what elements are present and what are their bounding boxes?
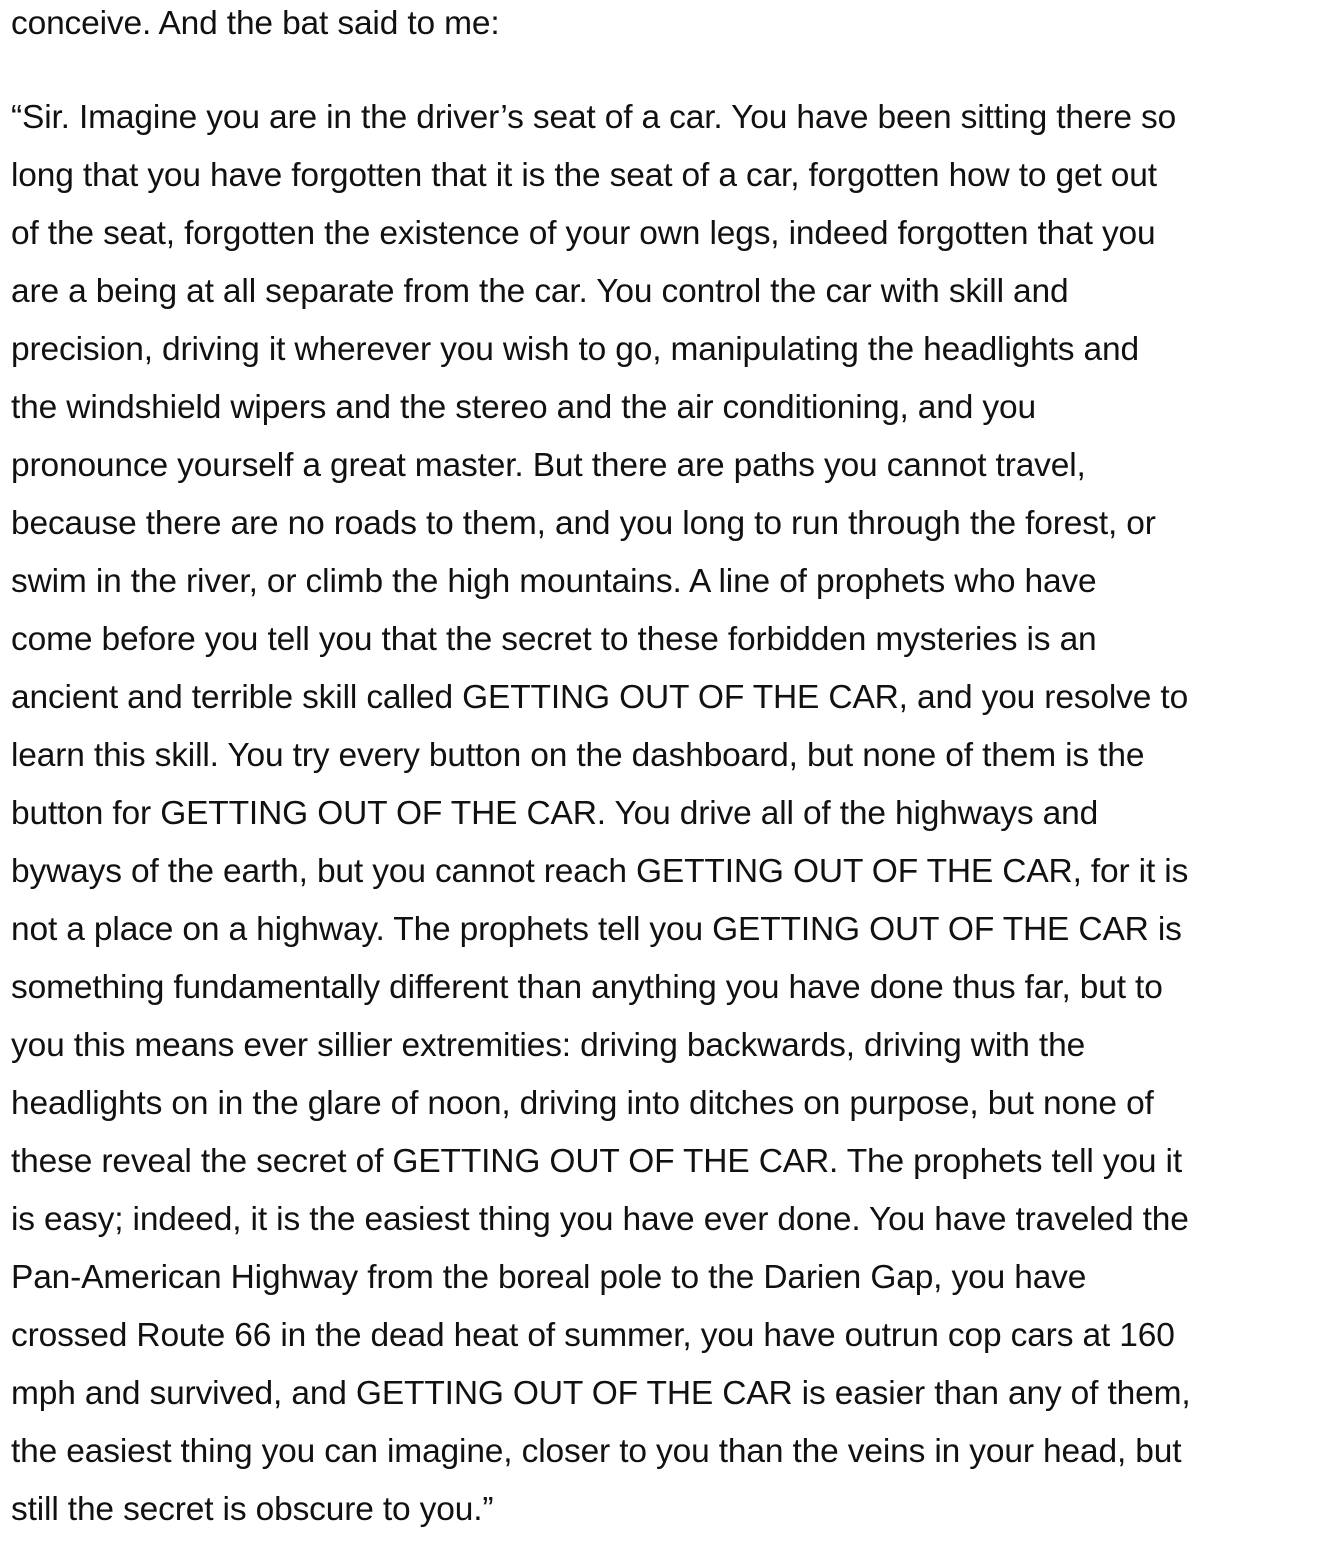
quote-line: mph and survived, and GETTING OUT OF THE CAR is easier than any of them,	[11, 1375, 1191, 1412]
quote-line: pronounce yourself a great master. But there are paths you cannot travel,	[11, 447, 1086, 484]
quote-line: you this means ever sillier extremities: driving backwards, driving with the	[11, 1027, 1086, 1064]
quote-line: “Sir. Imagine you are in the driver’s seat of a car. You have been sitting there so	[11, 99, 1177, 136]
quote-line: these reveal the secret of GETTING OUT OF THE CAR. The prophets tell you it	[11, 1143, 1182, 1180]
quote-line: swim in the river, or climb the high mountains. A line of prophets who have	[11, 563, 1097, 600]
quote-line: because there are no roads to them, and you long to run through the forest, or	[11, 505, 1156, 542]
quote-line: the easiest thing you can imagine, closer to you than the veins in your head, but	[11, 1433, 1182, 1470]
quote-line: Pan-American Highway from the boreal pole to the Darien Gap, you have	[11, 1259, 1087, 1296]
quote-line: long that you have forgotten that it is the seat of a car, forgotten how to get out	[11, 157, 1157, 194]
quote-line: something fundamentally different than anything you have done thus far, but to	[11, 969, 1163, 1006]
quote-line: not a place on a highway. The prophets tell you GETTING OUT OF THE CAR is	[11, 911, 1182, 948]
quote-paragraph	[11, 89, 1191, 1539]
quote-line: is easy; indeed, it is the easiest thing you have ever done. You have traveled the	[11, 1201, 1189, 1238]
quote-line: the windshield wipers and the stereo and the air conditioning, and you	[11, 389, 1036, 426]
quote-line: learn this skill. You try every button on the dashboard, but none of them is the	[11, 737, 1145, 774]
quote-line: headlights on in the glare of noon, driving into ditches on purpose, but none of	[11, 1085, 1154, 1122]
quote-line: come before you tell you that the secret to these forbidden mysteries is an	[11, 621, 1097, 658]
quote-line: ancient and terrible skill called GETTING OUT OF THE CAR, and you resolve to	[11, 679, 1189, 716]
quote-line: crossed Route 66 in the dead heat of summer, you have outrun cop cars at 160	[11, 1317, 1175, 1354]
quote-line: still the secret is obscure to you.”	[11, 1491, 494, 1528]
quote-line: byways of the earth, but you cannot reach GETTING OUT OF THE CAR, for it is	[11, 853, 1189, 890]
intro-line: conceive. And the bat said to me:	[11, 5, 500, 42]
quote-line: are a being at all separate from the car. You control the car with skill and	[11, 273, 1069, 310]
quote-line: button for GETTING OUT OF THE CAR. You drive all of the highways and	[11, 795, 1099, 832]
quote-line: precision, driving it wherever you wish to go, manipulating the headlights and	[11, 331, 1139, 368]
quote-line: of the seat, forgotten the existence of your own legs, indeed forgotten that you	[11, 215, 1156, 252]
